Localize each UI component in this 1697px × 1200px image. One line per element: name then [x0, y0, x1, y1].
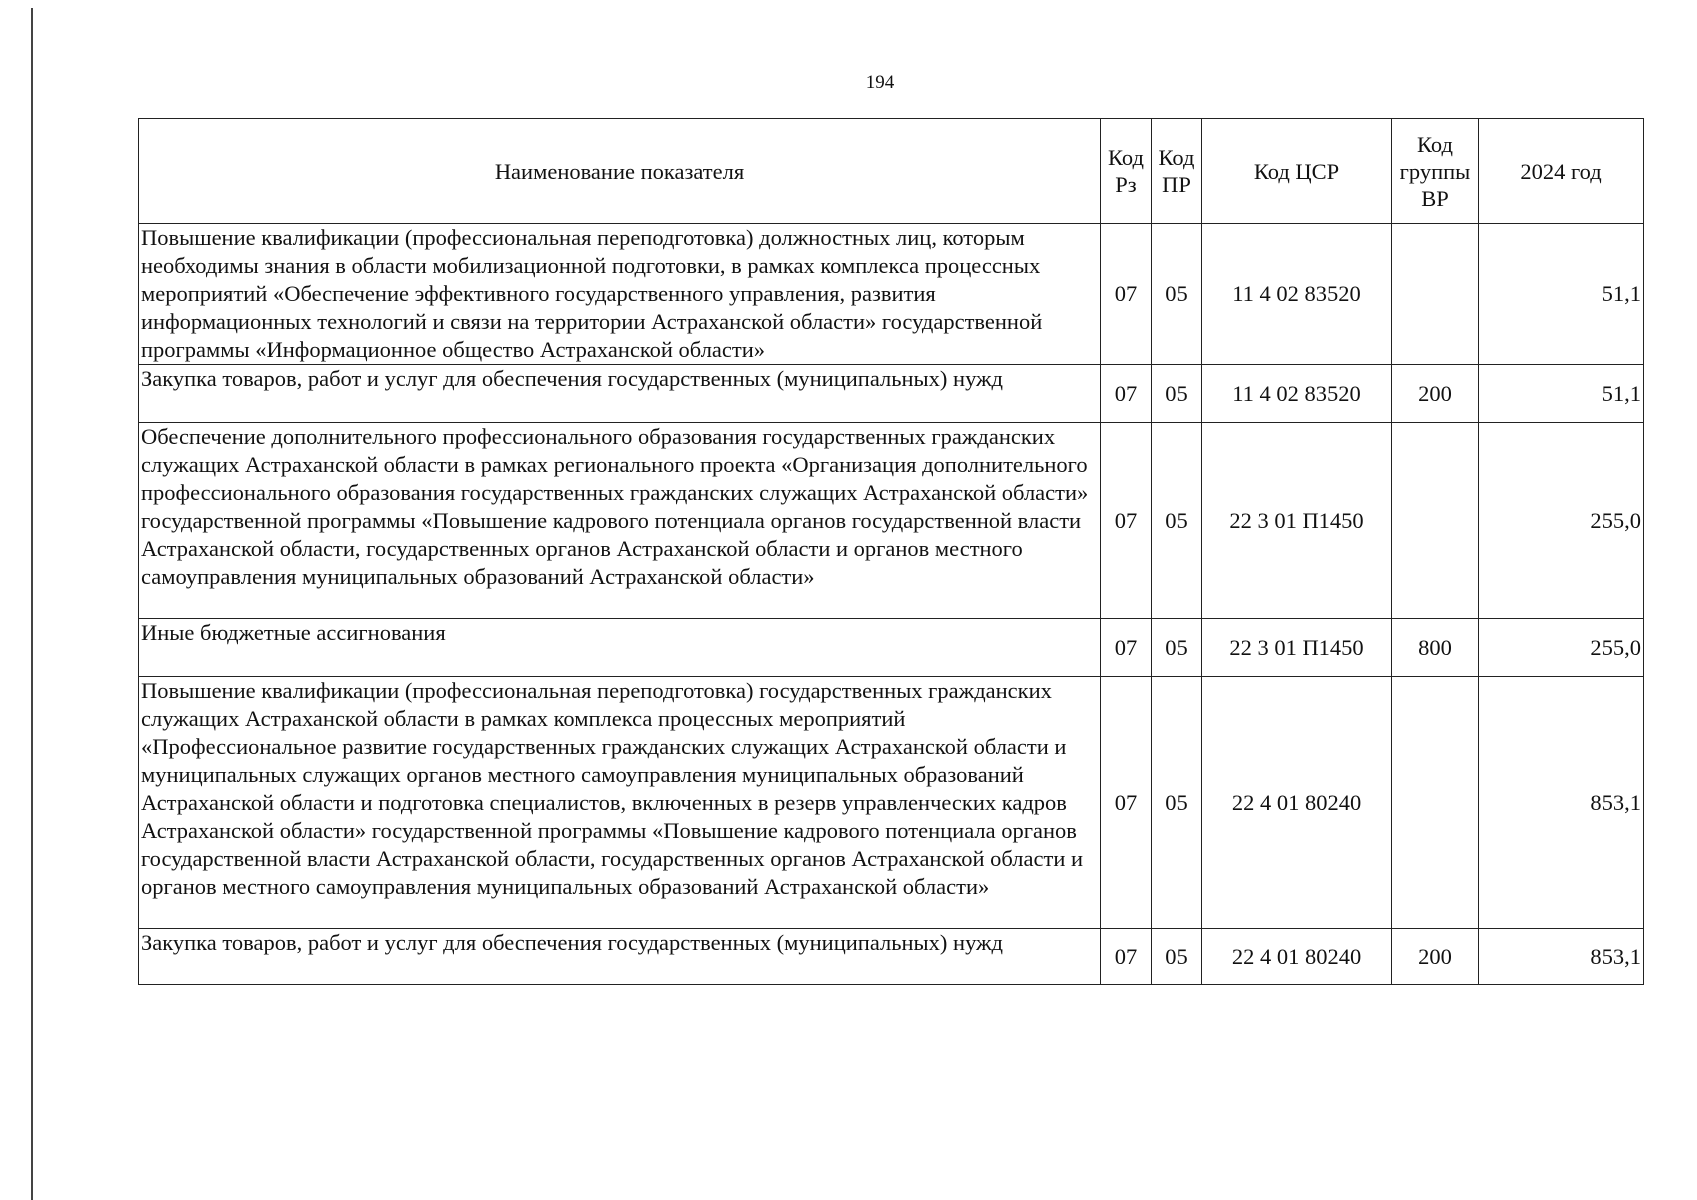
row-amount: 51,1: [1479, 224, 1644, 365]
row-amount: 853,1: [1479, 929, 1644, 985]
table-row: [139, 423, 1644, 619]
header-rz: Код Рз: [1101, 119, 1152, 224]
row-csr: 22 4 01 80240: [1202, 929, 1392, 985]
row-amount: 255,0: [1479, 423, 1644, 619]
row-rz: 07: [1101, 224, 1152, 365]
row-vr: 800: [1392, 619, 1479, 677]
row-vr: 200: [1392, 365, 1479, 423]
budget-table: [138, 118, 1644, 985]
row-pr: 05: [1152, 619, 1202, 677]
header-pr: Код ПР: [1152, 119, 1202, 224]
row-rz: 07: [1101, 929, 1152, 985]
row-vr: [1392, 423, 1479, 619]
header-name: Наименование показателя: [139, 119, 1101, 224]
row-amount: 255,0: [1479, 619, 1644, 677]
row-rz: 07: [1101, 365, 1152, 423]
row-name: Закупка товаров, работ и услуг для обеспечения государственных (муниципальных) нужд: [139, 365, 1101, 423]
table-row: [139, 224, 1644, 365]
row-rz: 07: [1101, 423, 1152, 619]
row-name: Иные бюджетные ассигнования: [139, 619, 1101, 677]
row-csr: 11 4 02 83520: [1202, 224, 1392, 365]
table-row: [139, 365, 1644, 423]
row-vr: [1392, 677, 1479, 929]
table-row: [139, 929, 1644, 985]
row-pr: 05: [1152, 365, 1202, 423]
table-row: [139, 677, 1644, 929]
row-csr: 22 3 01 П1450: [1202, 619, 1392, 677]
row-pr: 05: [1152, 929, 1202, 985]
row-name: Обеспечение дополнительного профессионального образования государственных гражданских служащих Астраханской области в рамках регионального проекта «Организация дополнительного профессионального образования государственных гражданских служащих Астраханской области» государственной программы «Повышение кадрового потенциала органов государственной власти Астраханской области, государственных органов Астраханской области и органов местного самоуправления муниципальных образований Астраханской области»: [139, 423, 1101, 619]
row-name: Закупка товаров, работ и услуг для обеспечения государственных (муниципальных) нужд: [139, 929, 1101, 985]
row-csr: 22 3 01 П1450: [1202, 423, 1392, 619]
row-vr: 200: [1392, 929, 1479, 985]
table-header-row: [139, 119, 1644, 224]
header-csr: Код ЦСР: [1202, 119, 1392, 224]
header-vr: Код группы ВР: [1392, 119, 1479, 224]
page-number: 194: [865, 72, 895, 93]
table-row: [139, 619, 1644, 677]
row-name: Повышение квалификации (профессиональная переподготовка) должностных лиц, которым необходимы знания в области мобилизационной подготовки, в рамках комплекса процессных мероприятий «Обеспечение эффективного государственного управления, развития информационных технологий и связи на территории Астраханской области» государственной программы «Информационное общество Астраханской области»: [139, 224, 1101, 365]
scan-margin-line: [31, 8, 33, 1200]
row-amount: 853,1: [1479, 677, 1644, 929]
row-pr: 05: [1152, 423, 1202, 619]
header-year: 2024 год: [1479, 119, 1644, 224]
row-name: Повышение квалификации (профессиональная переподготовка) государственных гражданских служащих Астраханской области в рамках комплекса процессных мероприятий «Профессиональное развитие государственных гражданских служащих Астраханской области и муниципальных служащих органов местного самоуправления муниципальных образований Астраханской области и подготовка специалистов, включенных в резерв управленческих кадров Астраханской области» государственной программы «Повышение кадрового потенциала органов государственной власти Астраханской области, государственных органов Астраханской области и органов местного самоуправления муниципальных образований Астраханской области»: [139, 677, 1101, 929]
row-pr: 05: [1152, 677, 1202, 929]
row-rz: 07: [1101, 677, 1152, 929]
row-vr: [1392, 224, 1479, 365]
row-csr: 11 4 02 83520: [1202, 365, 1392, 423]
row-csr: 22 4 01 80240: [1202, 677, 1392, 929]
row-pr: 05: [1152, 224, 1202, 365]
row-rz: 07: [1101, 619, 1152, 677]
row-amount: 51,1: [1479, 365, 1644, 423]
